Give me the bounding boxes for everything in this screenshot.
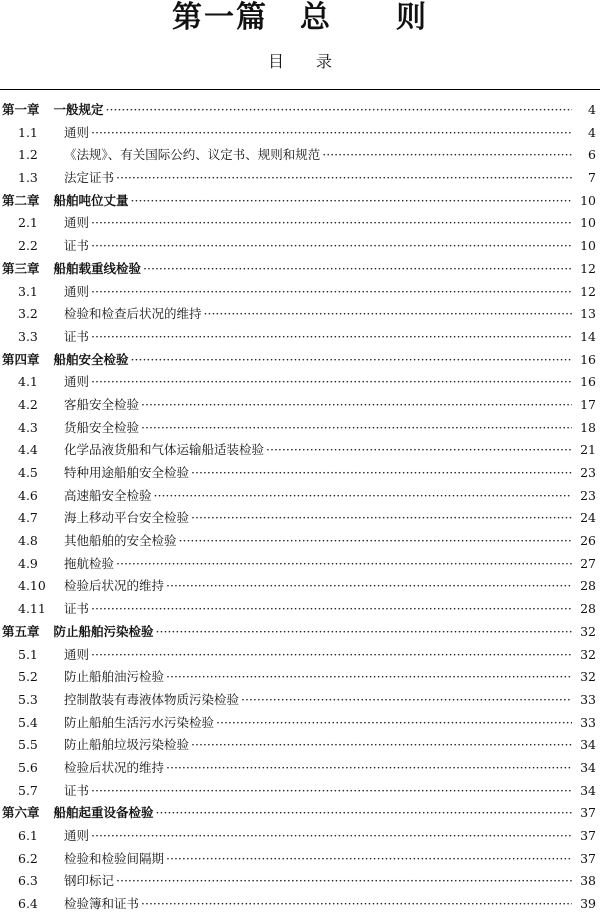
toc-section-row[interactable] xyxy=(0,757,600,780)
toc-entry-number: 5.5 xyxy=(18,737,38,753)
toc-page-number: 37 xyxy=(580,828,596,843)
toc-page-number: 34 xyxy=(580,737,596,753)
toc-entry-label: 检验簿和证书 xyxy=(64,896,140,912)
dot-leader xyxy=(116,167,572,190)
toc-chapter-row[interactable] xyxy=(0,190,600,213)
toc-entry-label: 通则 xyxy=(64,646,90,662)
toc-entry-label: 检验后状况的维持 xyxy=(64,578,165,594)
toc-entry-label: 高速船安全检验 xyxy=(64,487,152,503)
toc-entry-label: 检验后状况的维持 xyxy=(64,759,165,775)
dot-leader xyxy=(91,326,572,349)
toc-page-number: 16 xyxy=(580,351,596,367)
toc-entry-label: 海上移动平台安全检验 xyxy=(64,510,190,526)
toc-section-row[interactable] xyxy=(0,870,600,893)
toc-entry-number: 3.2 xyxy=(18,306,38,322)
dot-leader xyxy=(141,893,572,916)
toc-entry-label: 防止船舶污染检验 xyxy=(53,623,154,639)
toc-page-number: 34 xyxy=(580,759,596,775)
toc-page-number: 10 xyxy=(580,192,596,208)
toc-section-row[interactable] xyxy=(0,530,600,553)
toc-section-row[interactable] xyxy=(0,825,600,848)
dot-leader xyxy=(131,349,572,372)
toc-entry-number: 5.2 xyxy=(18,669,38,685)
toc-entry-label: 拖航检验 xyxy=(64,555,115,571)
toc-page-number: 37 xyxy=(580,805,596,821)
dot-leader xyxy=(91,371,572,394)
dot-leader xyxy=(216,712,572,735)
dot-leader xyxy=(204,303,572,326)
dot-leader xyxy=(143,258,572,281)
toc-chapter-row[interactable] xyxy=(0,621,600,644)
toc-section-row[interactable] xyxy=(0,144,600,167)
toc-entry-label: 防止船舶生活污水污染检验 xyxy=(64,714,215,730)
dot-leader xyxy=(116,553,572,576)
toc-entry-label: 证书 xyxy=(64,328,90,344)
toc-section-row[interactable] xyxy=(0,485,600,508)
toc-entry-number: 第一章 xyxy=(2,102,40,117)
toc-entry-label: 通则 xyxy=(64,828,90,843)
toc-entry-number: 5.4 xyxy=(18,714,38,730)
toc-section-row[interactable] xyxy=(0,575,600,598)
toc-section-row[interactable] xyxy=(0,122,600,145)
toc-entry-number: 6.2 xyxy=(18,850,38,866)
toc-entry-number: 4.8 xyxy=(18,533,38,549)
toc-entry-label: 通则 xyxy=(64,374,90,390)
toc-entry-label: 货船安全检验 xyxy=(64,419,140,435)
toc-entry-number: 4.10 xyxy=(18,578,46,594)
toc-page-number: 13 xyxy=(580,306,596,322)
toc-page-number: 12 xyxy=(580,283,596,299)
toc-entry-label: 船舶起重设备检验 xyxy=(53,805,154,821)
toc-entry-number: 4.3 xyxy=(18,419,38,435)
toc-section-row[interactable] xyxy=(0,666,600,689)
toc-page-number: 6 xyxy=(588,147,596,163)
toc-entry-label: 船舶载重线检验 xyxy=(53,260,142,276)
dot-leader xyxy=(91,780,572,803)
dot-leader xyxy=(141,417,572,440)
dot-leader xyxy=(116,870,572,893)
toc-entry-number: 5.7 xyxy=(18,782,38,798)
toc-entry-number: 6.1 xyxy=(18,828,38,843)
toc-entry-label: 《法规》、有关国际公约、议定书、规则和规范 xyxy=(64,147,321,163)
dot-leader xyxy=(191,462,572,485)
document-title: 第一篇 总 则 xyxy=(172,0,428,35)
dot-leader xyxy=(191,734,572,757)
toc-page-number: 37 xyxy=(580,850,596,866)
toc-entry-number: 1.3 xyxy=(18,170,38,186)
toc-page-number: 38 xyxy=(580,873,596,889)
toc-page-number: 32 xyxy=(580,646,596,662)
toc-section-row[interactable] xyxy=(0,371,600,394)
toc-entry-number: 4.4 xyxy=(18,442,38,458)
toc-entry-number: 4.9 xyxy=(18,555,38,571)
toc-entry-number: 1.1 xyxy=(18,124,38,140)
toc-entry-label: 检验和检验间隔期 xyxy=(64,850,165,866)
dot-leader xyxy=(154,485,572,508)
dot-leader xyxy=(166,575,572,598)
toc-section-row[interactable] xyxy=(0,712,600,735)
dot-leader xyxy=(166,666,572,689)
toc-section-row[interactable] xyxy=(0,848,600,871)
toc-page-number: 23 xyxy=(580,487,596,503)
toc-section-row[interactable] xyxy=(0,553,600,576)
toc-section-row[interactable] xyxy=(0,303,600,326)
toc-entry-label: 证书 xyxy=(64,601,90,617)
dot-leader xyxy=(266,439,572,462)
toc-section-row[interactable] xyxy=(0,167,600,190)
toc-entry-number: 1.2 xyxy=(18,147,38,163)
toc-section-row[interactable] xyxy=(0,462,600,485)
dot-leader xyxy=(91,281,572,304)
toc-entry-number: 6.3 xyxy=(18,873,38,889)
toc-page-number: 39 xyxy=(580,896,596,912)
toc-entry-label: 一般规定 xyxy=(53,102,104,117)
dot-leader xyxy=(91,644,572,667)
dot-leader xyxy=(179,530,572,553)
toc-entry-number: 4.2 xyxy=(18,396,38,412)
toc-chapter-row[interactable] xyxy=(0,258,600,281)
toc-page-number: 18 xyxy=(580,419,596,435)
toc-page-number: 33 xyxy=(580,714,596,730)
toc-page-number: 28 xyxy=(580,601,596,617)
table-of-contents xyxy=(0,99,600,916)
toc-entry-label: 船舶吨位丈量 xyxy=(53,192,129,208)
toc-entry-label: 证书 xyxy=(64,782,90,798)
toc-section-row[interactable] xyxy=(0,689,600,712)
dot-leader xyxy=(91,598,572,621)
toc-entry-label: 通则 xyxy=(64,283,90,299)
toc-entry-number: 2.1 xyxy=(18,215,38,231)
toc-page-number: 17 xyxy=(580,396,596,412)
toc-page-number: 4 xyxy=(588,102,596,117)
dot-leader xyxy=(166,848,572,871)
dot-leader xyxy=(322,144,572,167)
toc-page-number: 32 xyxy=(580,623,596,639)
toc-entry-number: 3.3 xyxy=(18,328,38,344)
toc-entry-number: 4.11 xyxy=(18,601,46,617)
dot-leader xyxy=(131,190,572,213)
toc-page-number: 21 xyxy=(580,442,596,458)
toc-entry-label: 钢印标记 xyxy=(64,873,115,889)
toc-entry-label: 防止船舶垃圾污染检验 xyxy=(64,737,190,753)
toc-entry-number: 5.3 xyxy=(18,691,38,707)
toc-section-row[interactable] xyxy=(0,281,600,304)
dot-leader xyxy=(156,621,572,644)
dot-leader xyxy=(91,122,572,145)
toc-section-row[interactable] xyxy=(0,439,600,462)
toc-page-number: 33 xyxy=(580,691,596,707)
toc-page-number: 4 xyxy=(588,124,596,140)
toc-section-row[interactable] xyxy=(0,734,600,757)
toc-page-number: 14 xyxy=(580,328,596,344)
toc-entry-label: 化学品液货船和气体运输船适装检验 xyxy=(64,442,265,458)
toc-entry-number: 第二章 xyxy=(2,192,40,208)
toc-entry-number: 4.5 xyxy=(18,465,38,480)
toc-entry-label: 防止船舶油污检验 xyxy=(64,669,165,685)
toc-page-number: 26 xyxy=(580,533,596,549)
toc-heading: 目 录 xyxy=(267,52,332,71)
toc-section-row[interactable] xyxy=(0,326,600,349)
toc-page-number: 12 xyxy=(580,260,596,276)
toc-section-row[interactable] xyxy=(0,780,600,803)
toc-section-row[interactable] xyxy=(0,417,600,440)
toc-entry-number: 5.1 xyxy=(18,646,38,662)
toc-page-number: 32 xyxy=(580,669,596,685)
toc-entry-number: 2.2 xyxy=(18,238,38,254)
dot-leader xyxy=(191,507,572,530)
toc-entry-number: 第五章 xyxy=(2,623,40,639)
toc-entry-label: 法定证书 xyxy=(64,170,115,186)
toc-entry-label: 通则 xyxy=(64,124,90,140)
toc-entry-label: 控制散装有毒液体物质污染检验 xyxy=(64,691,240,707)
toc-entry-number: 第四章 xyxy=(2,351,40,367)
toc-section-row[interactable] xyxy=(0,394,600,417)
toc-section-row[interactable] xyxy=(0,235,600,258)
toc-chapter-row[interactable] xyxy=(0,99,600,122)
toc-chapter-row[interactable] xyxy=(0,802,600,825)
toc-page-number: 27 xyxy=(580,555,596,571)
dot-leader xyxy=(106,99,572,122)
toc-page-number: 16 xyxy=(580,374,596,390)
toc-chapter-row[interactable] xyxy=(0,349,600,372)
toc-entry-label: 检验和检查后状况的维持 xyxy=(64,306,202,322)
toc-entry-number: 第三章 xyxy=(2,260,40,276)
dot-leader xyxy=(91,825,572,848)
toc-section-row[interactable] xyxy=(0,893,600,916)
dot-leader xyxy=(141,394,572,417)
toc-section-row[interactable] xyxy=(0,507,600,530)
toc-entry-number: 4.1 xyxy=(18,374,38,390)
toc-entry-number: 4.7 xyxy=(18,510,38,526)
dot-leader xyxy=(91,235,572,258)
toc-entry-label: 其他船舶的安全检验 xyxy=(64,533,177,549)
toc-entry-number: 4.6 xyxy=(18,487,38,503)
toc-page-number: 24 xyxy=(580,510,596,526)
toc-entry-label: 特种用途船舶安全检验 xyxy=(64,465,190,480)
toc-entry-number: 3.1 xyxy=(18,283,38,299)
toc-entry-number: 5.6 xyxy=(18,759,38,775)
toc-page-number: 10 xyxy=(580,238,596,254)
toc-page-number: 10 xyxy=(580,215,596,231)
toc-entry-label: 证书 xyxy=(64,238,90,254)
toc-entry-label: 船舶安全检验 xyxy=(53,351,129,367)
dot-leader xyxy=(241,689,572,712)
toc-entry-number: 第六章 xyxy=(2,805,40,821)
toc-entry-number: 6.4 xyxy=(18,896,38,912)
toc-entry-label: 客船安全检验 xyxy=(64,396,140,412)
toc-page-number: 7 xyxy=(588,170,596,186)
toc-page-number: 34 xyxy=(580,782,596,798)
toc-entry-label: 通则 xyxy=(64,215,90,231)
toc-page-number: 23 xyxy=(580,465,596,480)
toc-section-row[interactable] xyxy=(0,644,600,667)
dot-leader xyxy=(91,212,572,235)
header-divider xyxy=(0,89,600,90)
toc-section-row[interactable] xyxy=(0,212,600,235)
dot-leader xyxy=(166,757,572,780)
toc-section-row[interactable] xyxy=(0,598,600,621)
toc-page-number: 28 xyxy=(580,578,596,594)
dot-leader xyxy=(156,802,572,825)
